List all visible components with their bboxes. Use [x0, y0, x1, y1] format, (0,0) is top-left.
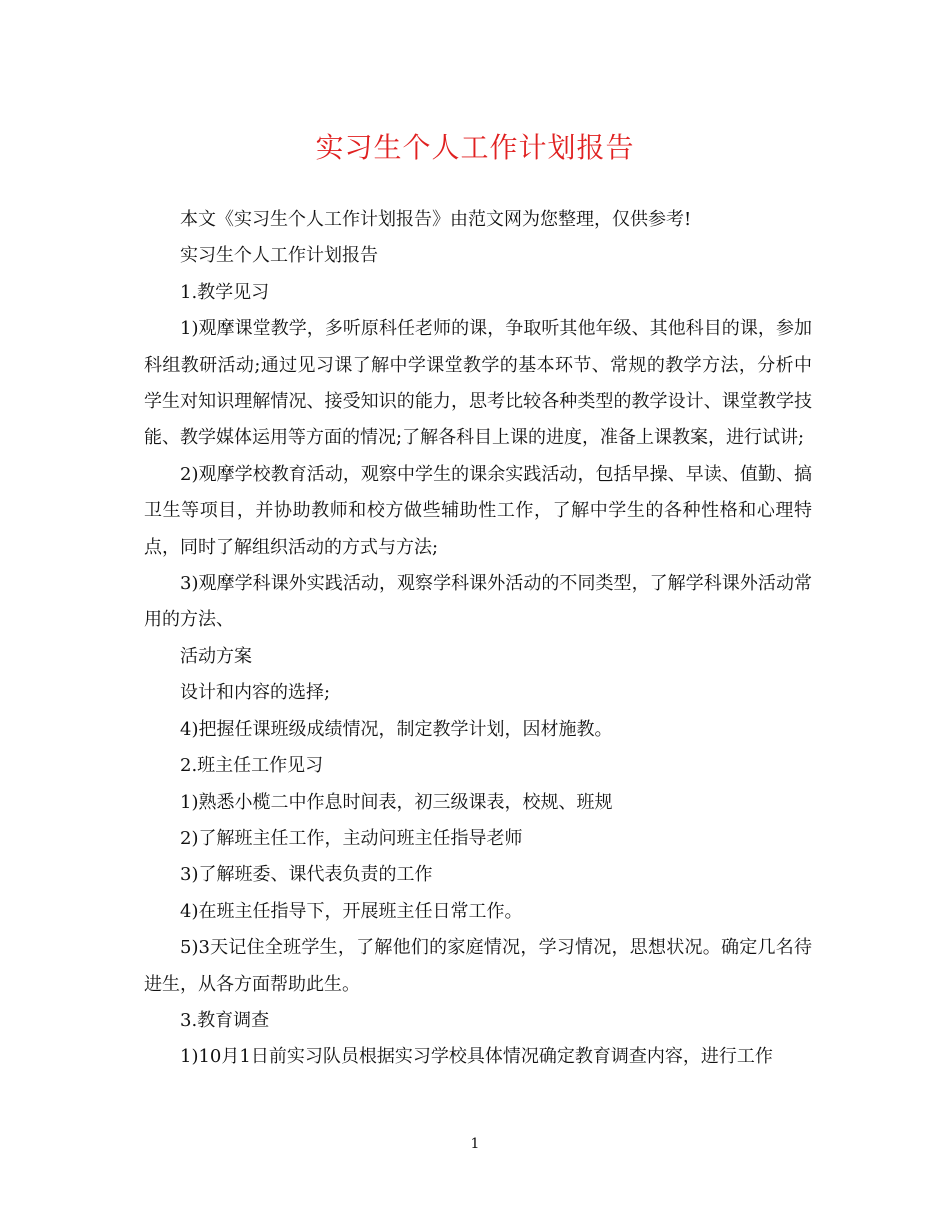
document-body [144, 202, 812, 1076]
page-number: 1 [470, 1136, 480, 1152]
paragraph: 1)观摩课堂教学，多听原科任老师的课，争取听其他年级、其他科目的课，参加科组教研活动;通过见习课了解中学课堂教学的基本环节、常规的教学方法，分析中学生对知识理解情况、接受知识的能力，思考比较各种类型的教学设计、课堂教学技能、教学媒体运用等方面的情况;了解各科目上课的进度，准备上课教案，进行试讲; [144, 318, 812, 449]
paragraph: 1)熟悉小榄二中作息时间表，初三级课表，校规、班规 [180, 791, 613, 813]
paragraph: 活动方案 [180, 645, 252, 667]
paragraph: 本文《实习生个人工作计划报告》由范文网为您整理，仅供参考! [180, 209, 692, 230]
paragraph: 4)把握任课班级成绩情况，制定教学计划，因材施教。 [180, 718, 613, 740]
section-heading: 1.教学见习 [180, 281, 270, 303]
paragraph: 3)了解班委、课代表负责的工作 [180, 864, 433, 886]
paragraph: 1)10月1日前实习队员根据实习学校具体情况确定教育调查内容，进行工作 [180, 1046, 773, 1068]
paragraph: 5)3天记住全班学生，了解他们的家庭情况，学习情况，思想状况。确定几名待进生，从各方面帮助此生。 [144, 937, 812, 995]
section-heading: 2.班主任工作见习 [180, 755, 324, 777]
paragraph: 3)观摩学科课外实践活动，观察学科课外活动的不同类型，了解学科课外活动常用的方法、 [144, 573, 812, 631]
paragraph: 2)了解班主任工作，主动问班主任指导老师 [180, 827, 523, 849]
document-title: 实习生个人工作计划报告 [315, 131, 635, 164]
paragraph: 2)观摩学校教育活动，观察中学生的课余实践活动，包括早操、早读、值勤、搞卫生等项目，并协助教师和校方做些辅助性工作，了解中学生的各种性格和心理特点，同时了解组织活动的方式与方法; [144, 463, 812, 558]
paragraph: 设计和内容的选择; [180, 682, 331, 704]
section-heading: 3.教育调查 [180, 1009, 270, 1031]
paragraph: 4)在班主任指导下，开展班主任日常工作。 [180, 900, 523, 922]
paragraph: 实习生个人工作计划报告 [180, 245, 378, 267]
